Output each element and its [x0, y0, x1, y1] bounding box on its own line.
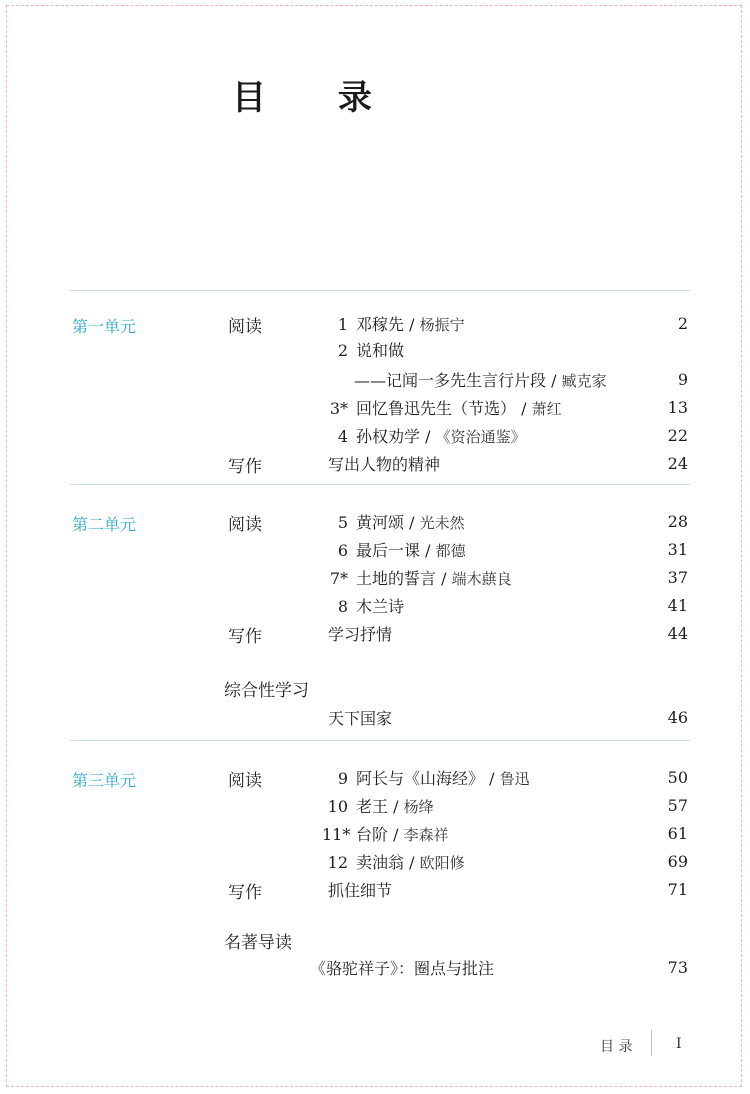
unit-label: 第二单元 [72, 515, 137, 534]
separator: / [484, 769, 500, 788]
section-label: 阅读 [228, 317, 262, 337]
page-number: 46 [667, 708, 688, 727]
divider [70, 484, 690, 485]
separator: / [420, 541, 436, 560]
entry-number: 1 [337, 315, 348, 334]
footer-page-number: I [676, 1036, 682, 1052]
toc-entry [322, 510, 465, 533]
entry-title: ——记闻一多先生言行片段 [354, 371, 547, 390]
section-label: 写作 [228, 883, 262, 903]
toc-entry [322, 850, 465, 873]
section-label: 阅读 [228, 771, 262, 791]
entry-author: 杨绛 [403, 798, 434, 816]
entry-title: 说和做 [356, 341, 405, 360]
entry-author: 都德 [435, 542, 466, 560]
entry-number: 2 [337, 341, 348, 360]
entry-title: 最后一课 [356, 541, 421, 560]
separator: / [420, 427, 436, 446]
toc-entry [328, 878, 392, 901]
page-title: 目 录 [232, 78, 402, 118]
entry-author: 端木蕻良 [451, 570, 512, 588]
entry-title: 台阶 [356, 825, 389, 844]
separator: / [546, 371, 562, 390]
toc-entry [322, 766, 530, 789]
unit-label: 第三单元 [72, 771, 137, 790]
page-number: 57 [667, 796, 688, 815]
entry-number: 11* [322, 825, 351, 844]
page-number: 31 [667, 540, 688, 559]
entry-title: 孙权劝学 [356, 427, 421, 446]
separator: / [516, 399, 532, 418]
toc-entry [322, 794, 434, 817]
page-number: 28 [667, 512, 688, 531]
entry-author: 鲁迅 [499, 770, 530, 788]
section-label: 综合性学习 [224, 681, 309, 701]
entry-title: 《骆驼祥子》：圈点与批注 [310, 959, 495, 978]
entry-title: 老王 [356, 797, 389, 816]
toc-entry [322, 566, 512, 589]
entry-number: 12 [327, 853, 348, 872]
entry-number: 6 [337, 541, 348, 560]
page-number: 61 [667, 824, 688, 843]
entry-title: 写出人物的精神 [328, 455, 441, 474]
page-number: 22 [667, 426, 688, 445]
divider [70, 290, 690, 291]
toc-entry [322, 312, 465, 335]
unit-label: 第一单元 [72, 317, 137, 336]
entry-number: 8 [337, 597, 348, 616]
page-number: 24 [667, 454, 688, 473]
section-label: 阅读 [228, 515, 262, 535]
toc-entry [328, 706, 392, 729]
page-number: 13 [667, 398, 688, 417]
page-number: 69 [667, 852, 688, 871]
entry-title: 学习抒情 [328, 625, 393, 644]
entry-title: 抓住细节 [328, 881, 393, 900]
entry-title: 回忆鲁迅先生（节选） [356, 399, 517, 418]
entry-author: 萧红 [531, 400, 562, 418]
entry-title: 邓稼先 [356, 315, 405, 334]
entry-title: 卖油翁 [356, 853, 405, 872]
entry-author: 杨振宁 [419, 316, 465, 334]
entry-number: 7* [329, 569, 348, 588]
entry-title: 木兰诗 [356, 597, 405, 616]
entry-title: 阿长与《山海经》 [356, 769, 485, 788]
toc-entry [322, 424, 526, 447]
separator: / [404, 513, 420, 532]
section-label: 名著导读 [224, 933, 292, 953]
page-number: 41 [667, 596, 688, 615]
entry-number: 5 [337, 513, 348, 532]
entry-number: 3* [329, 399, 348, 418]
section-label: 写作 [228, 627, 262, 647]
page-number: 50 [667, 768, 688, 787]
toc-entry [328, 452, 440, 475]
divider [70, 740, 690, 741]
page-number: 73 [667, 958, 688, 977]
entry-number: 9 [337, 769, 348, 788]
toc-entry [322, 338, 404, 361]
entry-number: 10 [327, 797, 348, 816]
page-number: 37 [667, 568, 688, 587]
entry-title: 黄河颂 [356, 513, 405, 532]
toc-entry [354, 368, 607, 391]
separator: / [388, 797, 404, 816]
toc-entry [322, 594, 404, 617]
separator: / [404, 315, 420, 334]
toc-entry [328, 622, 392, 645]
entry-number: 4 [337, 427, 348, 446]
entry-author: 臧克家 [561, 372, 607, 390]
entry-author: 欧阳修 [419, 854, 465, 872]
page-number: 9 [677, 370, 688, 389]
entry-title: 土地的誓言 [356, 569, 437, 588]
section-label: 写作 [228, 457, 262, 477]
separator: / [388, 825, 404, 844]
entry-author: 光未然 [419, 514, 465, 532]
footer-label: 目 录 [600, 1039, 633, 1055]
separator: / [404, 853, 420, 872]
toc-entry [322, 396, 562, 419]
page-number: 2 [677, 314, 688, 333]
separator: / [436, 569, 452, 588]
page-number: 44 [667, 624, 688, 643]
toc-entry [322, 822, 449, 845]
toc-entry [322, 538, 466, 561]
entry-author: 李森祥 [403, 826, 449, 844]
footer-divider [651, 1030, 652, 1056]
toc-entry [310, 956, 494, 979]
entry-title: 天下国家 [328, 709, 393, 728]
entry-author: 《资治通鉴》 [435, 428, 526, 446]
page-number: 71 [667, 880, 688, 899]
